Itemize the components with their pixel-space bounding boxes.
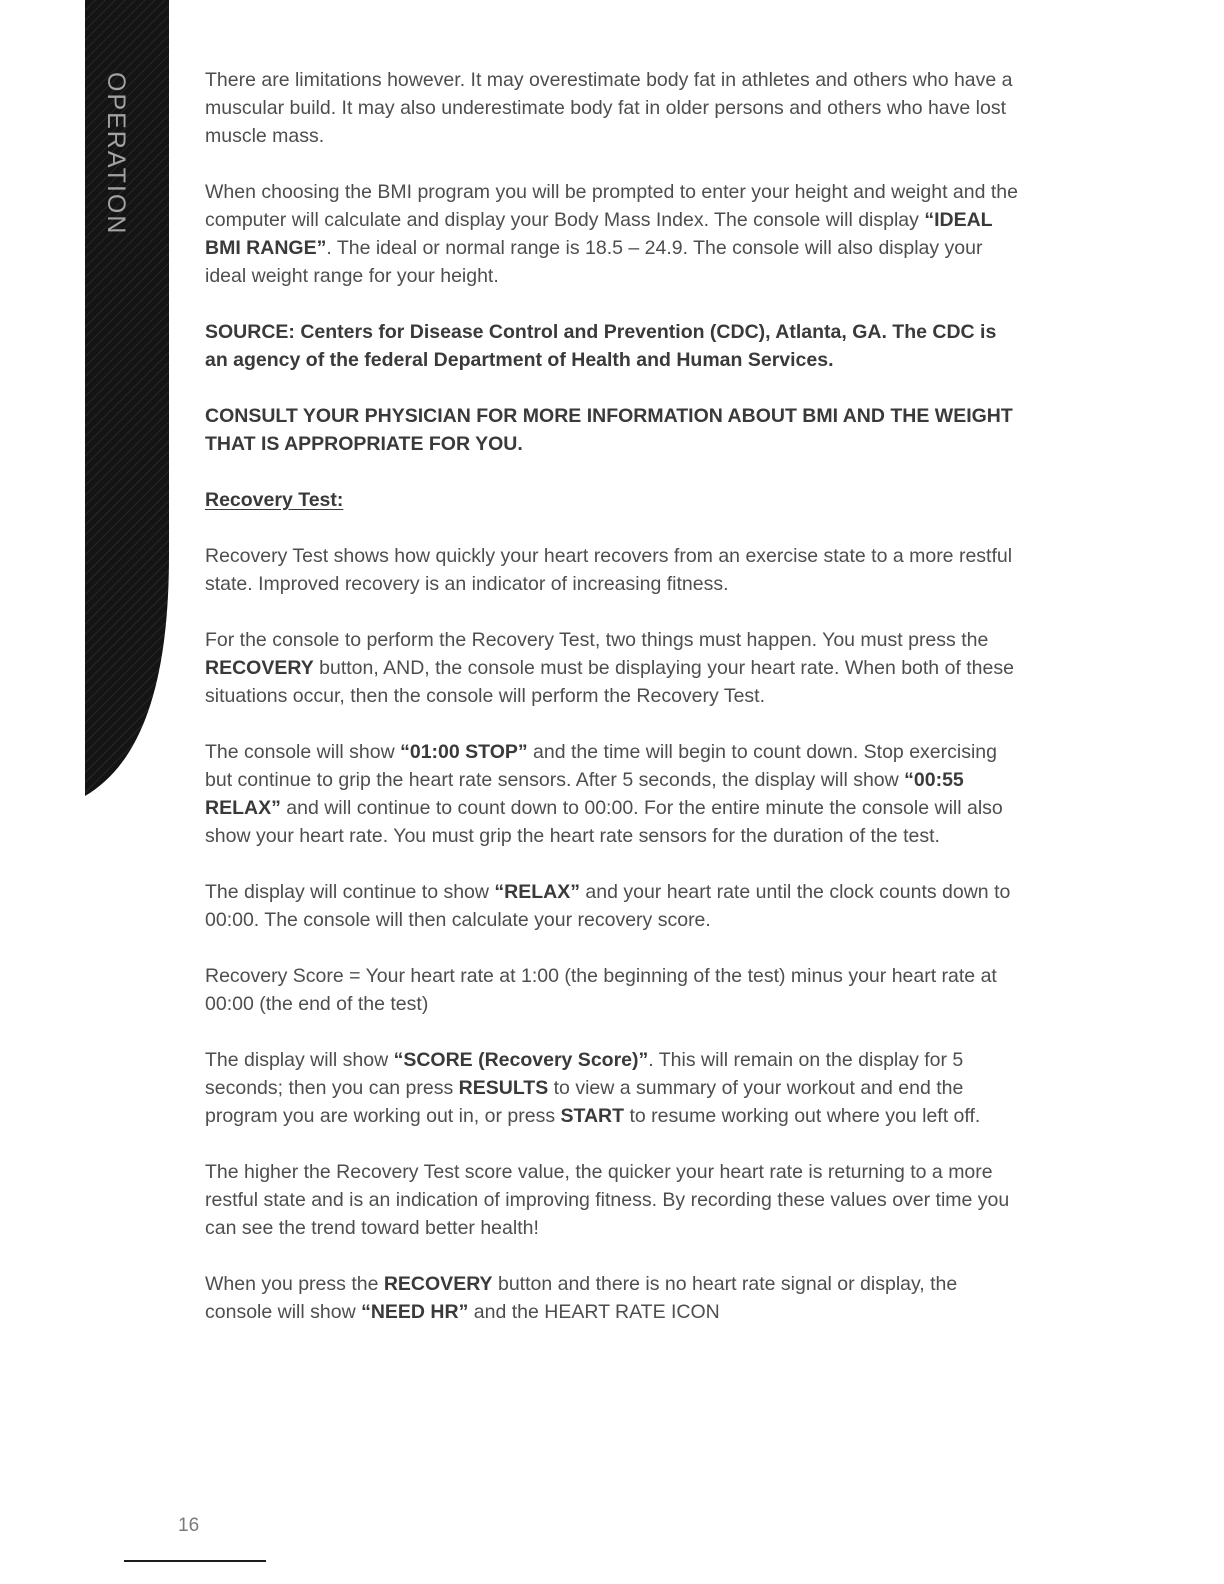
- footer-rule: [124, 1560, 266, 1562]
- paragraph: [205, 1158, 1019, 1242]
- paragraph: [205, 738, 1019, 850]
- paragraph: [205, 402, 1019, 458]
- text: . The ideal or normal range is 18.5 – 24.9. The console will also display your ideal weight range for your height.: [205, 237, 983, 287]
- text-bold: CONSULT YOUR PHYSICIAN FOR MORE INFORMATION ABOUT BMI AND THE WEIGHT THAT IS APPROPRIATE FOR YOU.: [205, 405, 1013, 455]
- text: and will continue to count down to 00:00. For the entire minute the console will also show your heart rate. You must grip the heart rate sensors for the duration of the test.: [205, 797, 1003, 847]
- text: and the time will begin to count down. Stop exercising but continue to grip the heart rate sensors. After 5 seconds, the display will show: [205, 741, 997, 791]
- text: and your heart rate until the clock counts down to 00:00. The console will then calculate your recovery score.: [205, 881, 1011, 931]
- paragraph: [205, 542, 1019, 598]
- paragraph: [205, 318, 1019, 374]
- paragraph: [205, 626, 1019, 710]
- text-bold: Recovery Test:: [205, 489, 344, 511]
- text: Recovery Test shows how quickly your heart recovers from an exercise state to a more restful state. Improved recovery is an indicator of increasing fitness.: [205, 545, 1013, 595]
- paragraph: [205, 1270, 1019, 1326]
- paragraph: [205, 178, 1019, 290]
- text: to resume working out where you left off.: [624, 1105, 981, 1127]
- text: The display will show: [205, 1049, 394, 1071]
- text: The higher the Recovery Test score value, the quicker your heart rate is returning to a more restful state and is an indication of improving fitness. By recording these values over time you can see the trend toward better health!: [205, 1161, 1010, 1239]
- text: The console will show: [205, 741, 401, 763]
- operation-tab-label: OPERATION: [102, 72, 130, 236]
- paragraph: [205, 1046, 1019, 1130]
- text: button, AND, the console must be displaying your heart rate. When both of these situations occur, then the console will perform the Recovery Test.: [205, 657, 1014, 707]
- text: and the HEART RATE ICON: [468, 1301, 720, 1323]
- text-bold: “01:00 STOP”: [400, 741, 528, 763]
- section-heading: [205, 486, 1019, 514]
- paragraph: [205, 962, 1019, 1018]
- text-bold: “IDEAL BMI RANGE”: [205, 209, 993, 259]
- text-bold: “RELAX”: [494, 881, 580, 903]
- text: Recovery Score = Your heart rate at 1:00 (the beginning of the test) minus your heart rate at 00:00 (the end of the test): [205, 965, 997, 1015]
- text-bold: “SCORE (Recovery Score)”: [393, 1049, 649, 1071]
- text-bold: START: [560, 1105, 625, 1127]
- text-bold: SOURCE: Centers for Disease Control and Prevention (CDC), Atlanta, GA. The CDC is an agency of the federal Department of Health and Human Services.: [205, 321, 997, 371]
- text: The display will continue to show: [205, 881, 495, 903]
- text: to view a summary of your workout and end the program you are working out in, or press: [205, 1077, 964, 1127]
- text-bold: RECOVERY: [205, 657, 314, 679]
- paragraph: [205, 66, 1019, 150]
- paragraph: [205, 878, 1019, 934]
- text-bold: “00:55 RELAX”: [205, 769, 964, 819]
- text-bold: RESULTS: [458, 1077, 549, 1099]
- text: button and there is no heart rate signal or display, the console will show: [205, 1273, 958, 1323]
- page-number: 16: [178, 1515, 200, 1536]
- text: When choosing the BMI program you will be prompted to enter your height and weight and the computer will calculate and display your Body Mass Index. The console will display: [205, 181, 1018, 231]
- text-bold: “NEED HR”: [361, 1301, 469, 1323]
- text: . This will remain on the display for 5 seconds; then you can press: [205, 1049, 964, 1099]
- text: When you press the: [205, 1273, 384, 1295]
- text: There are limitations however. It may overestimate body fat in athletes and others who have a muscular build. It may also underestimate body fat in older persons and others who have lost muscle mass.: [205, 69, 1013, 147]
- text-bold: RECOVERY: [383, 1273, 493, 1295]
- content: [205, 66, 1019, 1354]
- text: For the console to perform the Recovery Test, two things must happen. You must press the: [205, 629, 989, 651]
